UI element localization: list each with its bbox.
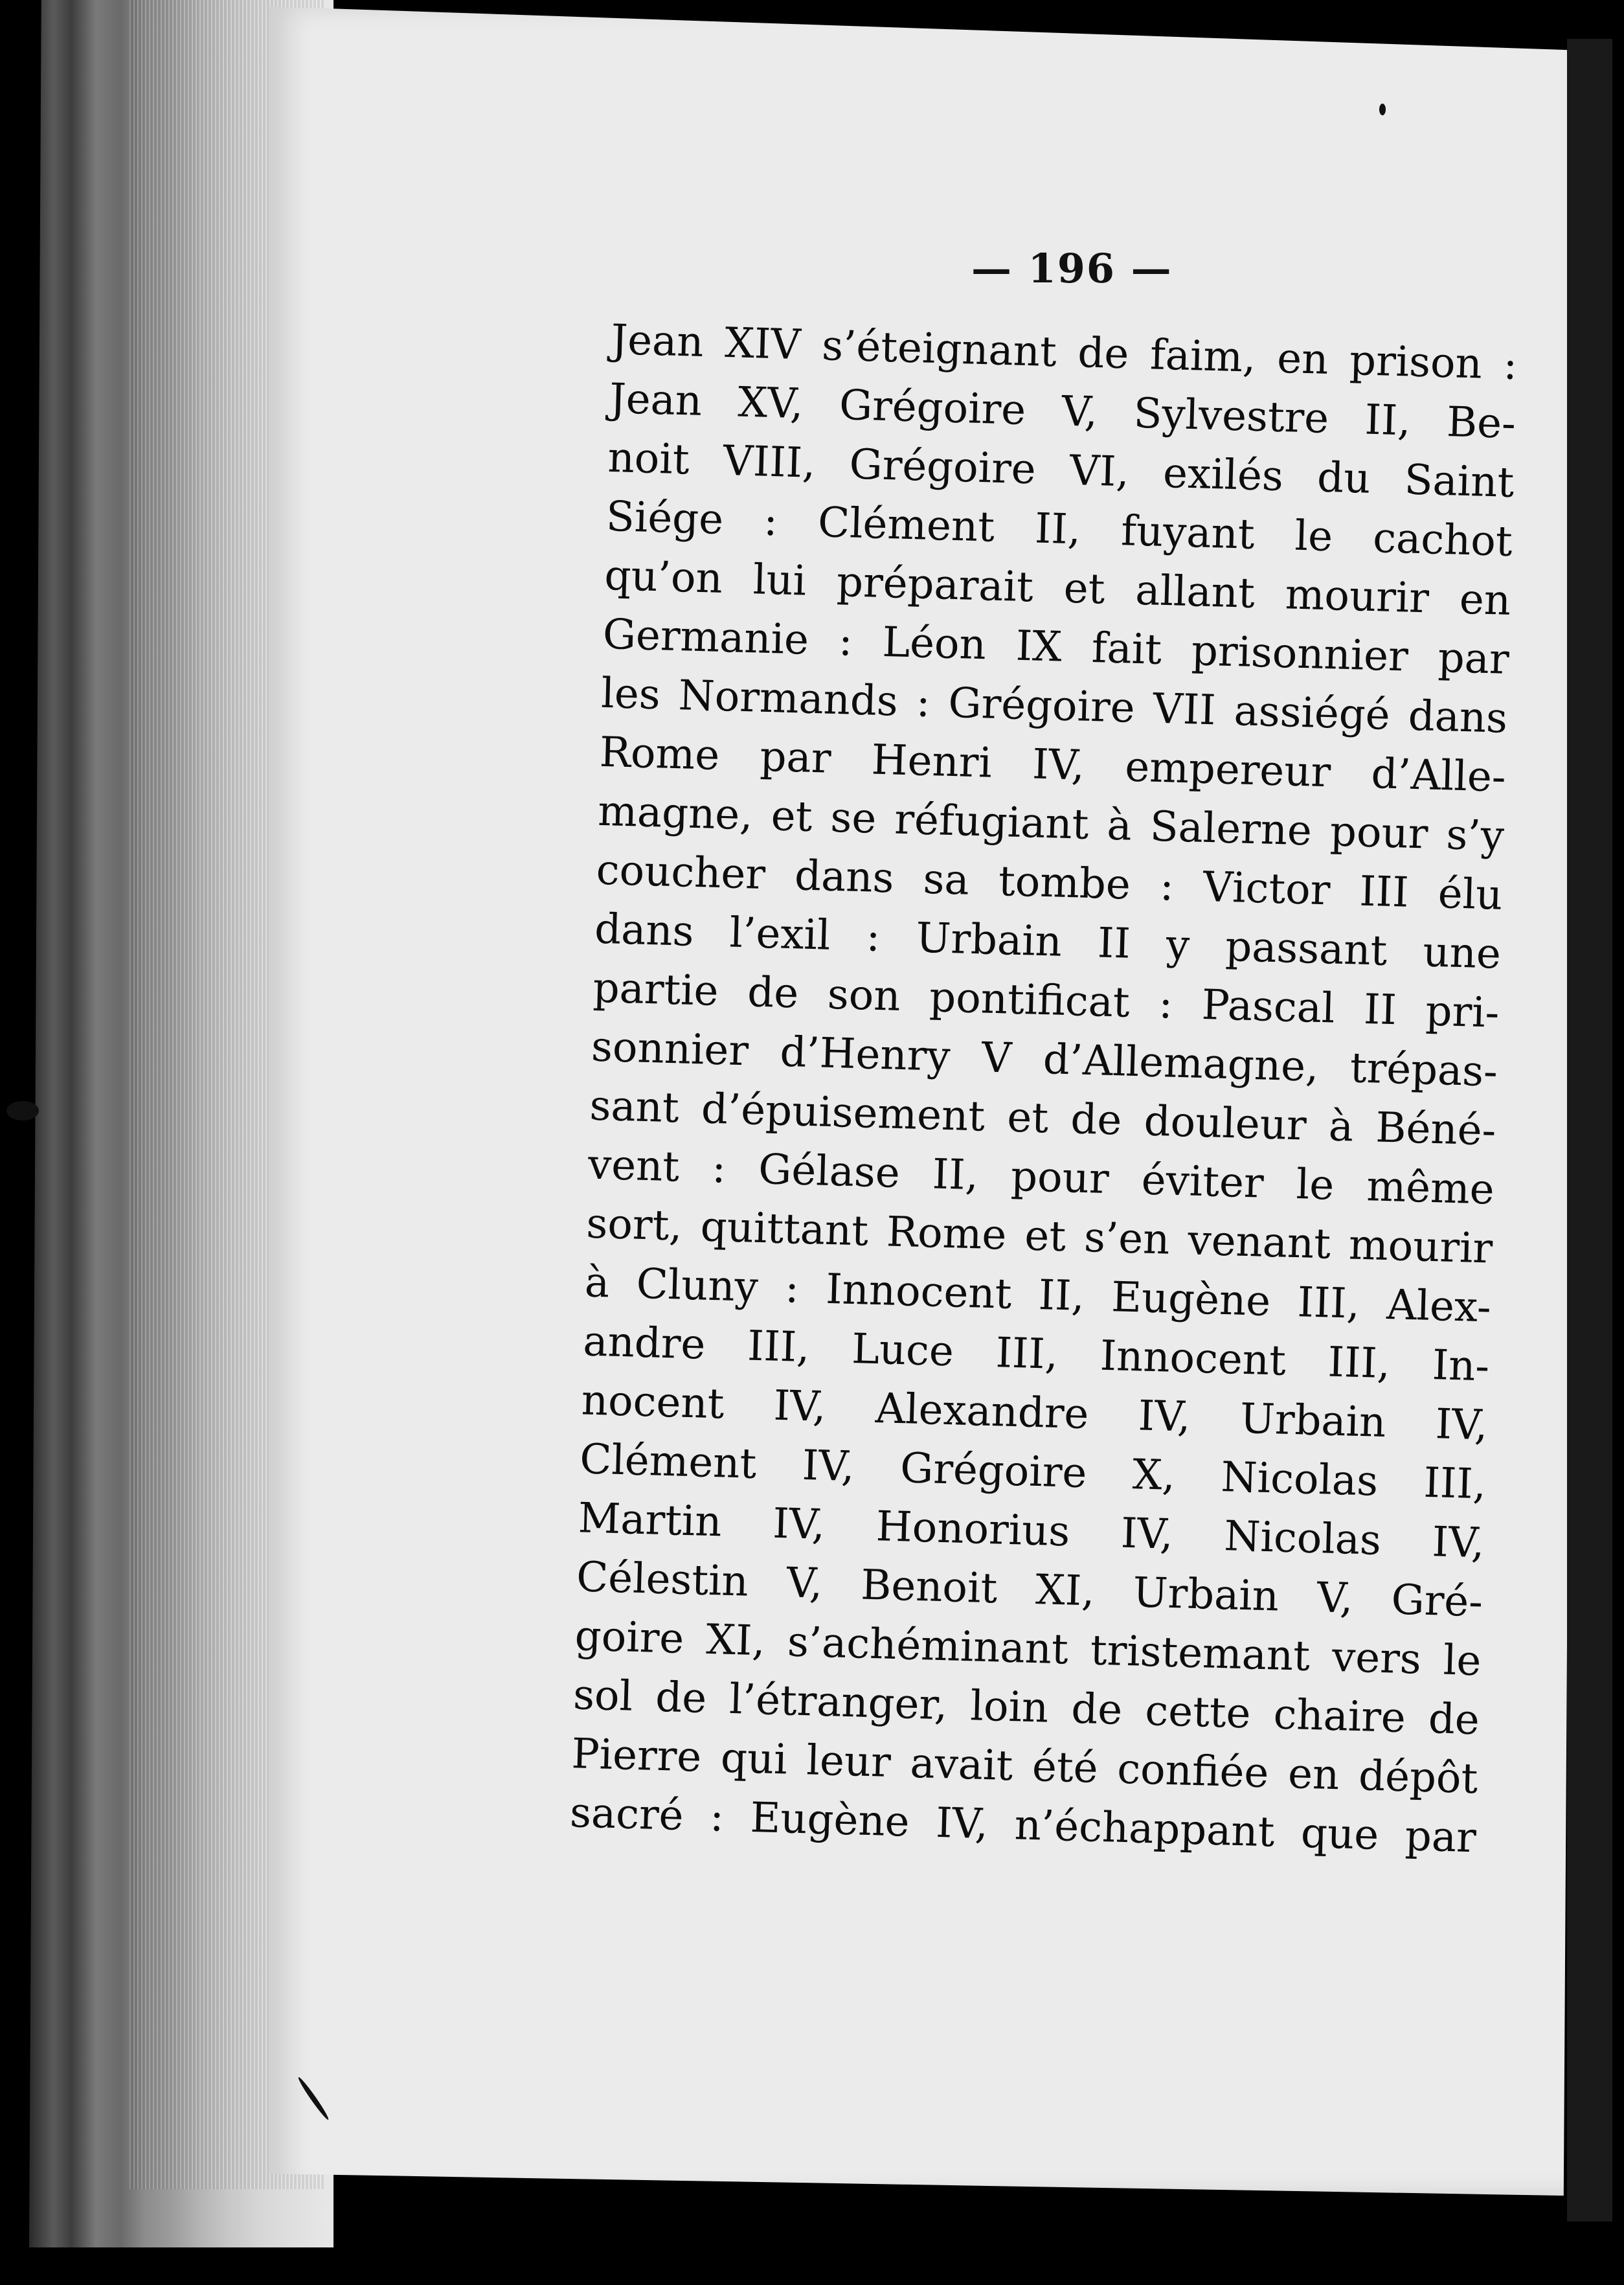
page-shadow [1567, 39, 1612, 2222]
dust-speck [6, 1101, 39, 1120]
text-line: qu’on lui préparait et allant mourir en [603, 551, 1512, 625]
text-line: sacré : Eugène IV, n’échappant que par [569, 1789, 1477, 1863]
page-number: — 196 — [971, 245, 1173, 292]
text-line: Rome par Henri IV, empereur d’Alle- [598, 728, 1507, 802]
text-line: Martin IV, Honorius IV, Nicolas IV, [577, 1494, 1485, 1568]
text-line: andre III, Luce III, Innocent III, In- [582, 1317, 1491, 1391]
text-line: sant d’épuisement et de douleur à Béné- [589, 1082, 1497, 1155]
scan-border [0, 2247, 1624, 2285]
text-line: noit VIII, Grégoire VI, exilés du Saint [607, 433, 1515, 507]
text-line: Germanie : Léon IX fait prisonnier par [602, 610, 1510, 684]
text-line: Jean XV, Grégoire V, Sylvestre II, Be- [609, 374, 1517, 449]
text-line: sonnier d’Henry V d’Allemagne, trépas- [591, 1023, 1498, 1097]
text-line: partie de son pontificat : Pascal II pri- [592, 964, 1500, 1038]
text-line: Jean XIV s’éteignant de faim, en prison : [610, 315, 1518, 390]
text-line: sort, quittant Rome et s’en venant mourir [585, 1199, 1494, 1273]
page-text [569, 311, 1518, 1868]
text-line: à Cluny : Innocent II, Eugène III, Alex- [584, 1258, 1492, 1332]
dust-speck [1379, 104, 1386, 115]
text-line: nocent IV, Alexandre IV, Urbain IV, [580, 1376, 1489, 1450]
text-line: Célestin V, Benoit XI, Urbain V, Gré- [576, 1553, 1483, 1627]
text-line: magne, et se réfugiant à Salerne pour s’y [597, 787, 1505, 861]
text-line: goire XI, s’achéminant tristemant vers le [574, 1612, 1482, 1686]
text-line: Pierre qui leur avait été confiée en dépôt [570, 1730, 1479, 1804]
text-line: dans l’exil : Urbain II y passant une [594, 905, 1502, 979]
text-line: coucher dans sa tombe : Victor III élu [595, 846, 1504, 920]
text-line: Siége : Clément II, fuyant le cachot [605, 492, 1513, 566]
text-line: les Normands : Grégoire VII assiégé dans [600, 669, 1508, 743]
text-line: sol de l’étranger, loin de cette chaire de [572, 1671, 1480, 1745]
text-line: vent : Gélase II, pour éviter le même [587, 1141, 1495, 1214]
text-line: Clément IV, Grégoire X, Nicolas III, [579, 1435, 1487, 1509]
